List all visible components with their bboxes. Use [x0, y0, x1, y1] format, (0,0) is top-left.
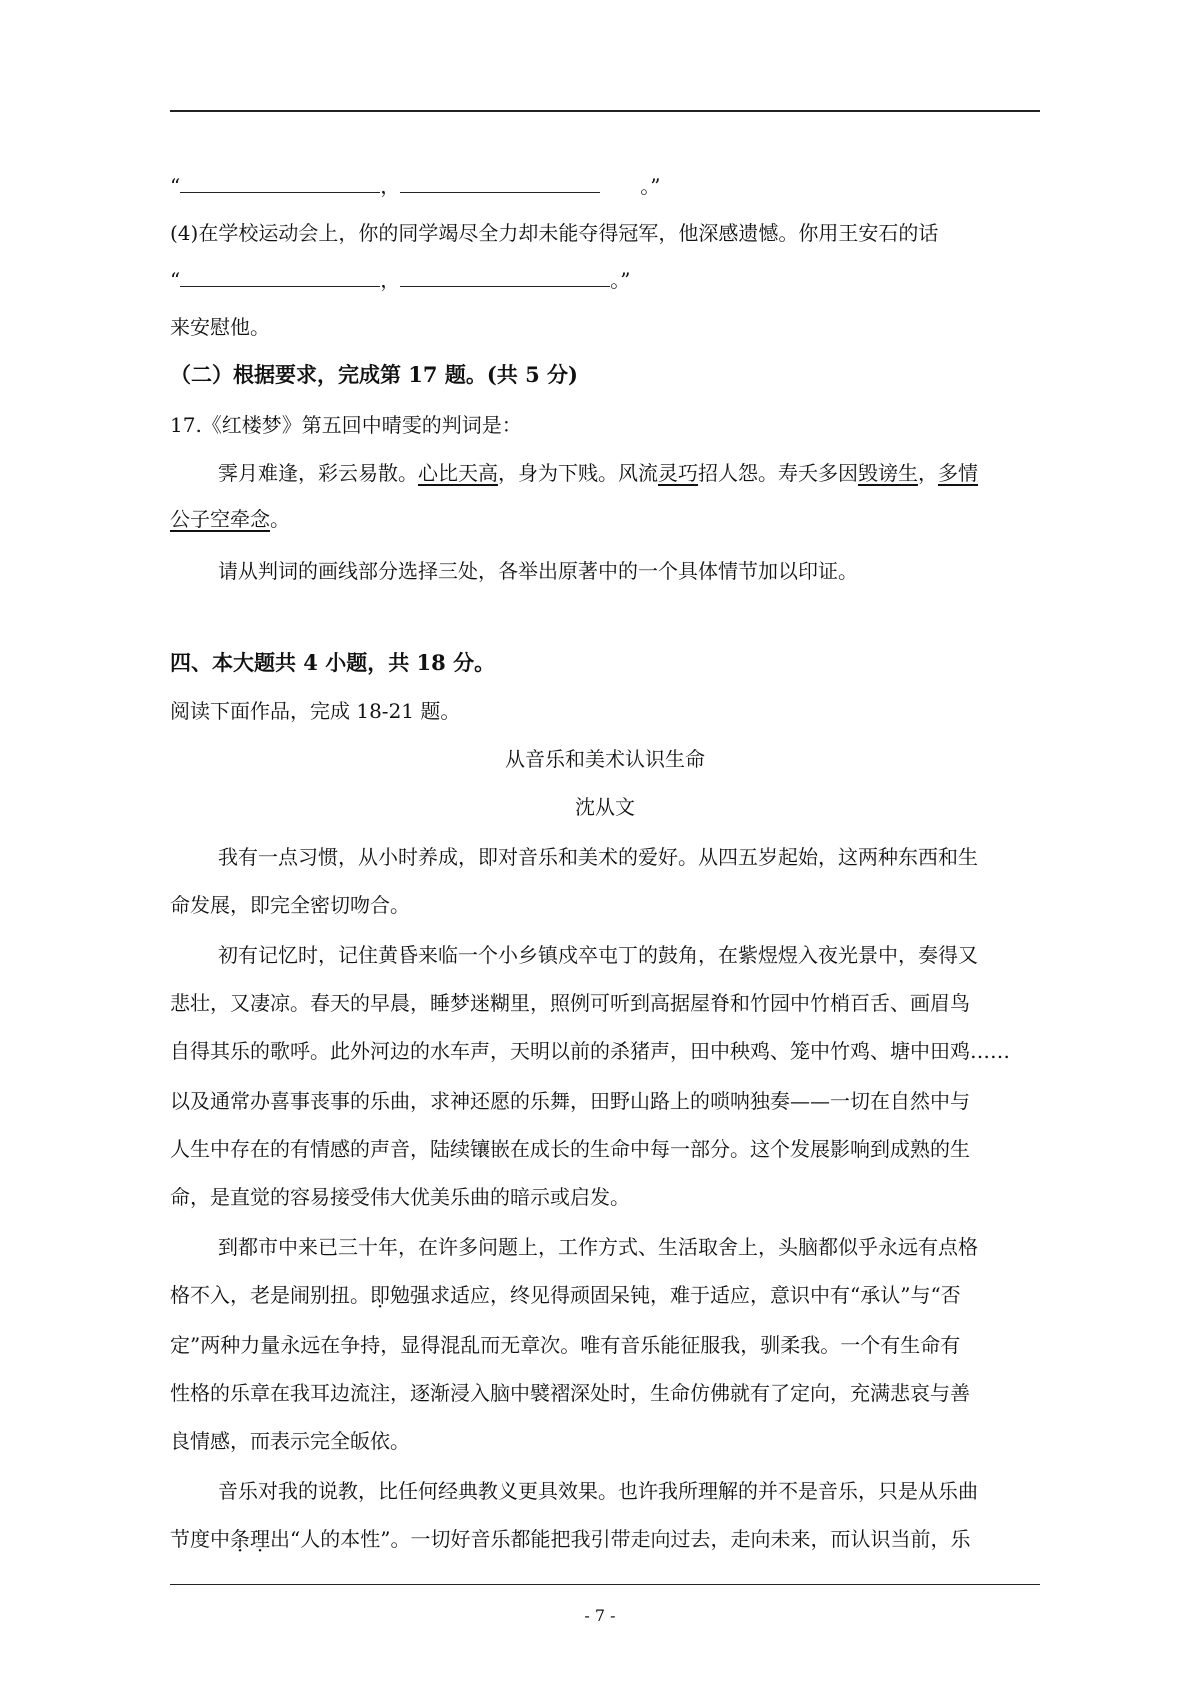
footer-rule [170, 1584, 1040, 1585]
header-rule [170, 110, 1040, 112]
emphasis-dotted-char: 条 [230, 1527, 250, 1551]
underlined-phrase: 公子空牵念 [170, 507, 270, 531]
poem-line-1 [170, 458, 1040, 488]
page-number: - 7 - [584, 1606, 616, 1625]
section-2-heading: （二）根据要求，完成第 17 题。(共 5 分) [170, 362, 578, 387]
section-4-heading: 四、本大题共 4 小题，共 18 分。 [170, 650, 496, 675]
article-text: 出“人的本性”。一切好音乐都能把我引带走向过去，走向未来，而认识当前，乐 [270, 1527, 971, 1551]
poem-line-2 [170, 504, 1040, 534]
underlined-phrase: 心比天高 [418, 461, 498, 485]
poem-text: 霁月难逢，彩云易散。 [218, 461, 418, 485]
article-text: 节度中 [170, 1527, 230, 1551]
poem-text: ， [918, 461, 938, 485]
article-line: 以及通常办喜事丧事的乐曲，求神还愿的乐舞，田野山路上的唢呐独奏——一切在自然中与 [170, 1089, 970, 1113]
poem-text: ，身为下贱。风流 [498, 461, 658, 485]
article-line: 命，是直觉的容易接受伟大优美乐曲的暗示或启发。 [170, 1185, 630, 1209]
poem-text: 。 [270, 507, 290, 531]
article-line: 到都市中来已三十年，在许多问题上，工作方式、生活取舍上，头脑都似乎永远有点格 [218, 1235, 978, 1259]
underlined-phrase: 毁谤生 [858, 461, 918, 485]
article-line: 性格的乐章在我耳边流注，逐渐浸入脑中襞褶深处时，生命仿佛就有了定向，充满悲哀与善 [170, 1381, 970, 1405]
question-17-instruction: 请从判词的画线部分选择三处，各举出原著中的一个具体情节加以印证。 [218, 559, 858, 583]
answer-line-3 [170, 170, 1040, 201]
article-text: 格不入，老是闹别扭。 [170, 1283, 370, 1307]
article-line [170, 1280, 1040, 1310]
article-line: 人生中存在的有情感的声音，陆续镶嵌在成长的生命中每一部分。这个发展影响到成熟的生 [170, 1137, 970, 1161]
question-16-item-4: (4)在学校运动会上，你的同学竭尽全力却未能夺得冠军，他深感遗憾。你用王安石的话 [170, 221, 939, 245]
answer-blank[interactable] [180, 170, 380, 193]
underlined-phrase: 多情 [938, 461, 978, 485]
answer-blank[interactable] [400, 264, 610, 287]
article-line: 定”两种力量永远在争持，显得混乱而无章次。唯有音乐能征服我，驯柔我。一个有生命有 [170, 1333, 961, 1357]
answer-blank[interactable] [180, 264, 380, 287]
article-line: 命发展，即完全密切吻合。 [170, 893, 410, 917]
question-16-item-4-tail: 来安慰他。 [170, 315, 270, 339]
open-quote: “ [170, 268, 181, 292]
question-17-intro: 17.《红楼梦》第五回中晴雯的判词是： [170, 413, 522, 437]
article-author: 沈从文 [575, 795, 635, 819]
close-quote: 。” [610, 268, 631, 292]
section-4-intro: 阅读下面作品，完成 18-21 题。 [170, 699, 461, 723]
article-line: 悲壮，又凄凉。春天的早晨，睡梦迷糊里，照例可听到高据屋脊和竹园中竹梢百舌、画眉鸟 [170, 991, 970, 1015]
article-line: 音乐对我的说教，比任何经典教义更具效果。也许我所理解的并不是音乐，只是从乐曲 [218, 1479, 978, 1503]
article-line [170, 1524, 1040, 1554]
article-line: 自得其乐的歌呼。此外河边的水车声，天明以前的杀猪声，田中秧鸡、笼中竹鸡、塘中田鸡…… [170, 1039, 1010, 1063]
emphasis-dotted-char: 理 [250, 1527, 270, 1551]
comma: ， [380, 174, 401, 198]
article-line: 良情感，而表示完全皈依。 [170, 1429, 410, 1453]
article-line: 初有记忆时，记住黄昏来临一个小乡镇戍卒屯丁的鼓角，在紫煜煜入夜光景中，奏得又 [218, 943, 978, 967]
article-text: 勉强求适应，终见得顽固呆钝，难于适应，意识中有“承认”与“否 [390, 1283, 961, 1307]
answer-line-4 [170, 264, 1040, 295]
close-quote: 。” [640, 174, 661, 198]
poem-text: 招人怨。寿夭多因 [698, 461, 858, 485]
emphasis-dotted-char: 即 [370, 1283, 390, 1307]
underlined-phrase: 灵巧 [658, 461, 698, 485]
article-title: 从音乐和美术认识生命 [505, 747, 705, 771]
article-line: 我有一点习惯，从小时养成，即对音乐和美术的爱好。从四五岁起始，这两种东西和生 [218, 845, 978, 869]
comma: ， [380, 268, 401, 292]
open-quote: “ [170, 174, 181, 198]
answer-blank[interactable] [400, 170, 600, 193]
